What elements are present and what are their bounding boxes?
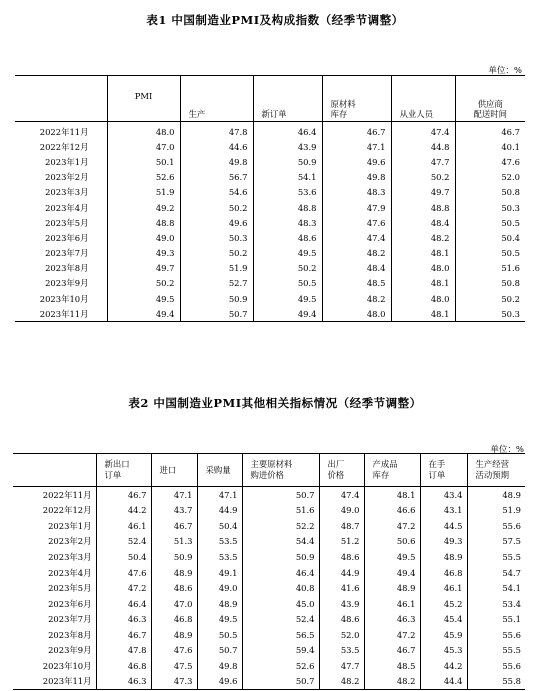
table1-value-cell: 50.2 [391,170,455,185]
table1-value-cell: 40.1 [455,139,525,154]
table2-value-cell: 53.4 [467,596,525,612]
table2-value-cell: 50.7 [197,642,242,658]
table2-value-cell: 48.6 [319,549,364,565]
table2-value-cell: 50.9 [151,549,197,565]
table2-month-cell: 2023年7月 [48,614,92,625]
table2-value-cell: 46.8 [96,658,151,674]
table1-value-cell: 48.1 [391,276,455,291]
table2-month-cell: 2023年10月 [42,660,92,671]
table2-value-cell: 49.5 [197,611,242,627]
table2-value-cell: 52.0 [319,627,364,643]
table2-value-cell: 50.7 [242,674,319,690]
table2-value-cell: 51.2 [319,534,364,550]
table2-value-cell: 48.2 [364,674,420,690]
table2-value-cell: 47.3 [151,674,197,690]
table2-value-cell: 56.5 [242,627,319,643]
table1-value-cell: 50.2 [180,200,253,215]
table1-value-cell: 46.7 [455,122,525,140]
table2-value-cell: 47.4 [319,487,364,503]
table1-value-cell: 50.4 [455,230,525,245]
table2-value-cell: 47.8 [96,642,151,658]
table2-value-cell: 43.4 [420,487,467,503]
table2-value-cell: 47.1 [197,487,242,503]
table2-value-cell: 46.7 [364,642,420,658]
table2-value-cell: 59.4 [242,642,319,658]
table2-value-cell: 40.8 [242,580,319,596]
table1-row [15,215,525,230]
table1-header-row [15,76,525,122]
table2-value-cell: 46.7 [96,627,151,643]
table2-value-cell: 54.7 [467,565,525,581]
table1-value-cell: 50.5 [455,215,525,230]
table2-value-cell: 46.3 [364,611,420,627]
table2-value-cell: 44.5 [420,518,467,534]
table2-value-cell: 48.7 [319,518,364,534]
table1-month-cell: 2023年5月 [45,217,89,228]
table1-month-cell: 2023年3月 [45,187,89,198]
table2-value-cell: 49.5 [364,549,420,565]
table1-value-cell: 49.5 [253,246,322,261]
table2-value-cell: 53.5 [197,549,242,565]
table2-value-cell: 53.5 [319,642,364,658]
table1-value-cell: 54.1 [253,170,322,185]
table2-value-cell: 52.2 [242,518,319,534]
table2-value-cell: 55.6 [467,627,525,643]
table2-row [13,503,525,519]
table1-value-cell: 47.7 [391,154,455,169]
table1-month-cell: 2023年6月 [45,232,89,243]
table2-value-cell: 44.9 [197,503,242,519]
table1-header-supplier-delivery: 供应商 配送时间 [455,76,525,122]
table2-row [13,611,525,627]
table2-value-cell: 47.2 [96,580,151,596]
table1-value-cell: 50.5 [253,276,322,291]
table2-value-cell: 46.1 [420,580,467,596]
table1-value-cell: 46.7 [322,122,391,140]
table1-value-cell: 53.6 [253,185,322,200]
table1-value-cell: 49.7 [107,261,180,276]
table1-month-cell: 2023年11月 [39,308,89,319]
table2-row [13,534,525,550]
table2-value-cell: 45.3 [420,642,467,658]
table2-value-cell: 55.6 [467,658,525,674]
table2-month-cell: 2022年12月 [42,505,92,516]
table1-value-cell: 48.4 [322,261,391,276]
table1-value-cell: 47.1 [322,139,391,154]
table2-header-finished-goods-inventory: 产成品 库存 [364,454,420,487]
table1-month-cell: 2023年7月 [45,248,89,259]
table1-header-raw-material-inventory: 原材料 库存 [322,76,391,122]
table1-title: 表1 中国制造业PMI及构成指数（经季节调整） [146,13,404,27]
table1-value-cell: 47.0 [107,139,180,154]
table2-value-cell: 54.4 [242,534,319,550]
table2-row [13,580,525,596]
table1-row [15,230,525,245]
table1-value-cell: 50.1 [107,154,180,169]
table2-value-cell: 48.9 [151,627,197,643]
table1-value-cell: 48.2 [322,246,391,261]
table2-value-cell: 45.4 [420,611,467,627]
table1-pmi-header: PMI [107,76,180,122]
table2-value-cell: 44.9 [319,565,364,581]
table2-row [13,658,525,674]
table1-value-cell: 52.7 [180,276,253,291]
table2-month-cell: 2023年4月 [48,567,92,578]
table1-value-cell: 49.4 [253,306,322,322]
table1-row [15,276,525,291]
table1-value-cell: 48.0 [391,261,455,276]
table1-value-cell: 49.6 [322,154,391,169]
table1-value-cell: 50.8 [455,276,525,291]
table1-value-cell: 44.6 [180,139,253,154]
table1-value-cell: 50.5 [455,246,525,261]
table1-value-cell: 48.0 [391,291,455,306]
table2-value-cell: 51.3 [151,534,197,550]
table2-value-cell: 41.6 [319,580,364,596]
table1-month-cell: 2022年11月 [39,126,89,137]
table2-value-cell: 49.8 [197,658,242,674]
table2-header-imports: 进口 [151,454,197,487]
table1-value-cell: 52.0 [455,170,525,185]
table2-header-input-prices: 主要原材料 购进价格 [242,454,319,487]
table2-value-cell: 46.4 [96,596,151,612]
table1-value-cell: 48.5 [322,276,391,291]
table2-header-business-expectations: 生产经营 活动预期 [467,454,525,487]
table2-value-cell: 44.2 [420,658,467,674]
table2-month-cell: 2023年5月 [48,583,92,594]
table1-value-cell: 48.2 [391,230,455,245]
table1-row [15,200,525,215]
table2-value-cell: 49.1 [197,565,242,581]
table1-value-cell: 56.7 [180,170,253,185]
table1-value-cell: 50.3 [455,306,525,322]
table1-value-cell: 48.1 [391,246,455,261]
table1-unit: 单位：% [488,66,522,76]
table2-month-cell: 2023年9月 [48,645,92,656]
table2-value-cell: 46.8 [151,611,197,627]
table1-value-cell: 48.3 [253,215,322,230]
table2-value-cell: 57.5 [467,534,525,550]
table2-value-cell: 53.5 [197,534,242,550]
table2-month-cell: 2023年6月 [48,598,92,609]
table1-value-cell: 50.2 [107,276,180,291]
table2-value-cell: 55.8 [467,674,525,690]
table1-value-cell: 48.1 [391,306,455,322]
table1-month-cell: 2023年10月 [39,293,89,304]
table2-title: 表2 中国制造业PMI其他相关指标情况（经季节调整） [128,396,422,410]
table2-value-cell: 46.7 [96,487,151,503]
table2-row [13,596,525,612]
table1-header-employment: 从业人员 [391,76,455,122]
table2-value-cell: 48.5 [364,658,420,674]
table1-value-cell: 50.9 [180,291,253,306]
table2-value-cell: 43.7 [151,503,197,519]
table2-row [13,565,525,581]
table1-value-cell: 52.6 [107,170,180,185]
table2-value-cell: 49.0 [197,580,242,596]
table2-value-cell: 44.4 [420,674,467,690]
table1-value-cell: 43.9 [253,139,322,154]
table2-value-cell: 50.4 [96,549,151,565]
table1-value-cell: 49.0 [107,230,180,245]
table1-value-cell: 49.8 [180,154,253,169]
table2-value-cell: 50.6 [364,534,420,550]
table1-month-cell: 2022年12月 [39,141,89,152]
table2-value-cell: 46.1 [96,518,151,534]
table1-value-cell: 48.2 [322,291,391,306]
table2-value-cell: 47.7 [319,658,364,674]
table1-value-cell: 48.0 [107,122,180,140]
table1-row [15,261,525,276]
table2-header-output-prices: 出厂 价格 [319,454,364,487]
table1-value-cell: 50.3 [455,200,525,215]
table2-row [13,518,525,534]
table1-value-cell: 50.8 [455,185,525,200]
table2-value-cell: 50.5 [197,627,242,643]
table2-value-cell: 46.8 [420,565,467,581]
table1-value-cell: 44.8 [391,139,455,154]
table2-value-cell: 48.1 [364,487,420,503]
table1-header-new-orders: 新订单 [253,76,322,122]
table2-value-cell: 52.6 [242,658,319,674]
table2-value-cell: 47.2 [364,518,420,534]
table1-value-cell: 50.9 [253,154,322,169]
table2-value-cell: 47.0 [151,596,197,612]
table1-value-cell: 49.3 [107,246,180,261]
table2-value-cell: 49.0 [319,503,364,519]
table1-value-cell: 48.8 [391,200,455,215]
table2-value-cell: 48.9 [420,549,467,565]
table1-month-cell: 2023年2月 [45,172,89,183]
table2-value-cell: 51.6 [242,503,319,519]
table1-value-cell: 47.6 [322,215,391,230]
table2-value-cell: 51.9 [467,503,525,519]
table2-month-cell: 2022年11月 [42,489,92,500]
table1-value-cell: 51.9 [180,261,253,276]
table2-row [13,627,525,643]
table2-value-cell: 47.6 [96,565,151,581]
table1-value-cell: 48.8 [107,215,180,230]
table2-value-cell: 55.1 [467,611,525,627]
table2-header-new-export-orders: 新出口 订单 [96,454,151,487]
table1-value-cell: 51.6 [455,261,525,276]
table2-value-cell: 44.2 [96,503,151,519]
table1-value-cell: 47.4 [391,122,455,140]
table2-value-cell: 50.4 [197,518,242,534]
table1-value-cell: 50.2 [253,261,322,276]
table2-value-cell: 46.7 [151,518,197,534]
table2-value-cell: 45.0 [242,596,319,612]
table1-month-cell: 2023年8月 [45,263,89,274]
table2-row [13,674,525,690]
table2-value-cell: 47.1 [151,487,197,503]
pmi-composition-table [15,75,525,322]
table1-value-cell: 47.6 [455,154,525,169]
table2-value-cell: 48.9 [467,487,525,503]
table1-row [15,122,525,140]
table2-month-cell: 2023年3月 [48,551,92,562]
table2-value-cell: 47.2 [364,627,420,643]
table1-value-cell: 54.6 [180,185,253,200]
table2-value-cell: 48.2 [319,674,364,690]
table2-value-cell: 43.1 [420,503,467,519]
table1-row [15,139,525,154]
table2-value-cell: 49.6 [197,674,242,690]
table1-value-cell: 48.0 [322,306,391,322]
table2-row [13,642,525,658]
table1-month-cell: 2023年1月 [45,156,89,167]
table2-value-cell: 55.6 [467,518,525,534]
table2-value-cell: 50.7 [242,487,319,503]
table1-header-production: 生产 [180,76,253,122]
table2-value-cell: 48.9 [197,596,242,612]
table2-header-row [13,454,525,487]
table1-value-cell: 48.6 [253,230,322,245]
table1-value-cell: 49.6 [180,215,253,230]
table1-row [15,185,525,200]
table2-header-backlog-orders: 在手 订单 [420,454,467,487]
table2-value-cell: 47.6 [151,642,197,658]
pmi-other-indicators-table [13,453,525,690]
table2-value-cell: 46.4 [242,565,319,581]
table2-value-cell: 47.5 [151,658,197,674]
table2-value-cell: 46.3 [96,611,151,627]
table1-value-cell: 48.3 [322,185,391,200]
table1-row [15,170,525,185]
table1-value-cell: 50.7 [180,306,253,322]
table2-month-cell: 2023年1月 [48,520,92,531]
table2-value-cell: 52.4 [242,611,319,627]
table1-value-cell: 49.4 [107,306,180,322]
table1-month-cell: 2023年9月 [45,278,89,289]
table2-value-cell: 54.1 [467,580,525,596]
table1-value-cell: 47.4 [322,230,391,245]
table1-value-cell: 49.7 [391,185,455,200]
table2-value-cell: 43.9 [319,596,364,612]
table1-value-cell: 49.5 [107,291,180,306]
table2-value-cell: 46.1 [364,596,420,612]
table2-corner-cell [13,454,96,487]
table2-header-purchase-quantity: 采购量 [197,454,242,487]
table2-value-cell: 48.9 [364,580,420,596]
table2-value-cell: 45.2 [420,596,467,612]
table1-value-cell: 47.8 [180,122,253,140]
table1-row [15,246,525,261]
table2-value-cell: 46.6 [364,503,420,519]
table1-month-cell: 2023年4月 [45,202,89,213]
table1-row [15,291,525,306]
table2-value-cell: 45.9 [420,627,467,643]
table2-value-cell: 55.5 [467,549,525,565]
table1-value-cell: 49.2 [107,200,180,215]
table1-value-cell: 48.8 [253,200,322,215]
table1-value-cell: 49.8 [322,170,391,185]
table2-row [13,487,525,503]
table1-value-cell: 46.4 [253,122,322,140]
table1-value-cell: 47.9 [322,200,391,215]
table2-value-cell: 55.5 [467,642,525,658]
table2-row [13,549,525,565]
table1-value-cell: 51.9 [107,185,180,200]
table1-value-cell: 49.5 [253,291,322,306]
table2-value-cell: 48.6 [319,611,364,627]
table2-value-cell: 46.3 [96,674,151,690]
table1-value-cell: 50.2 [180,246,253,261]
table2-month-cell: 2023年8月 [48,629,92,640]
table1-value-cell: 48.4 [391,215,455,230]
table1-corner-cell [15,76,107,122]
table2-value-cell: 49.3 [420,534,467,550]
table2-value-cell: 48.6 [151,580,197,596]
table2-value-cell: 49.4 [364,565,420,581]
table2-value-cell: 48.9 [151,565,197,581]
table2-month-cell: 2023年11月 [42,676,92,687]
table2-unit: 单位：% [490,445,524,455]
table2-value-cell: 50.9 [242,549,319,565]
table1-value-cell: 50.2 [455,291,525,306]
table1-row [15,306,525,322]
table2-value-cell: 52.4 [96,534,151,550]
table2-month-cell: 2023年2月 [48,536,92,547]
table1-value-cell: 50.3 [180,230,253,245]
table1-row [15,154,525,169]
